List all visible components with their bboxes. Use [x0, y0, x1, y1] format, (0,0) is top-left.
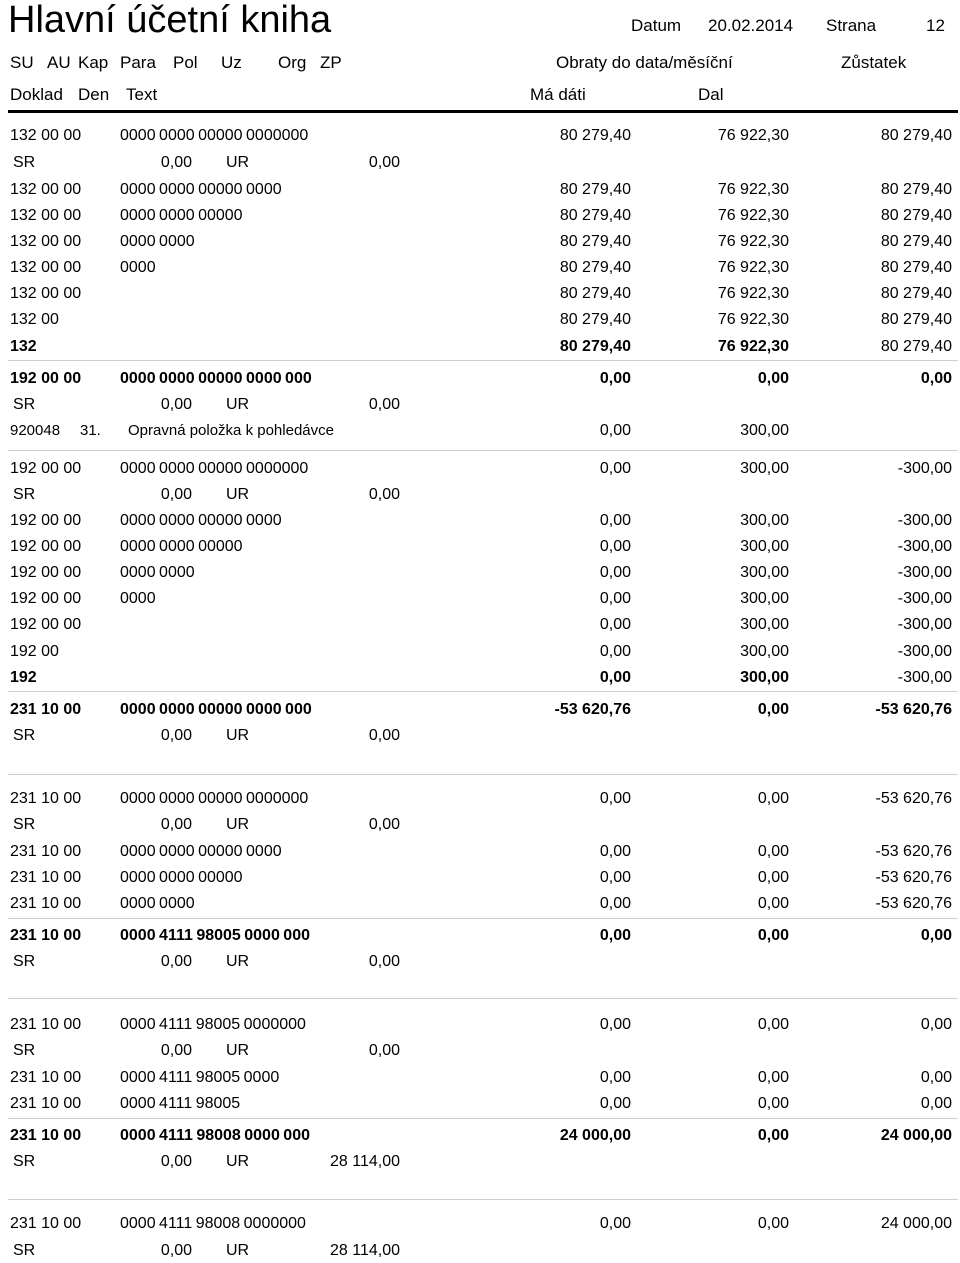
ledger-row — [0, 642, 960, 664]
doklad-den: 31. — [80, 422, 101, 439]
col-den: Den — [78, 85, 110, 104]
obraty-madati: 0,00 — [599, 1095, 631, 1112]
group-separator — [8, 774, 958, 775]
classification-code: 0000 4111 98005 0000000 — [120, 1016, 306, 1033]
obraty-dal: 0,00 — [757, 927, 789, 944]
obraty-dal: 76 922,30 — [717, 338, 789, 355]
datum-value: 20.02.2014 — [708, 16, 794, 35]
ur-label: UR — [226, 1042, 250, 1059]
sr-label: SR — [13, 1042, 36, 1059]
obraty-madati: 80 279,40 — [559, 207, 631, 224]
group-separator — [8, 998, 958, 999]
sr-ur-row — [0, 153, 960, 175]
account-code: 231 10 00 — [10, 1127, 82, 1144]
obraty-dal: 300,00 — [740, 512, 789, 529]
account-code: 192 00 00 — [10, 460, 82, 477]
ledger-row — [0, 1015, 960, 1037]
account-code: 132 — [10, 338, 37, 355]
zustatek-value: 80 279,40 — [880, 233, 952, 250]
group-separator — [8, 360, 958, 361]
obraty-madati: 0,00 — [599, 512, 631, 529]
obraty-madati: 0,00 — [599, 616, 631, 633]
account-code: 192 00 — [10, 643, 59, 660]
account-code: 231 10 00 — [10, 1069, 82, 1086]
obraty-dal: 0,00 — [757, 1127, 789, 1144]
ledger-row — [0, 310, 960, 332]
ledger-row — [0, 1126, 960, 1148]
zustatek-value: -53 620,76 — [875, 843, 952, 860]
classification-code: 0000 0000 00000 — [120, 869, 243, 886]
sr-value: 0,00 — [160, 1042, 192, 1059]
zustatek-value: -300,00 — [897, 564, 952, 581]
obraty-madati: 24 000,00 — [559, 1127, 631, 1144]
zustatek-value: -300,00 — [897, 460, 952, 477]
ur-label: UR — [226, 727, 250, 744]
sr-label: SR — [13, 486, 36, 503]
ur-label: UR — [226, 1242, 250, 1259]
obraty-madati: 0,00 — [599, 1016, 631, 1033]
ur-value: 0,00 — [368, 727, 400, 744]
zustatek-value: -300,00 — [897, 669, 952, 686]
group-separator — [8, 1118, 958, 1119]
col-kap: Kap — [78, 53, 109, 72]
ledger-row — [0, 1214, 960, 1236]
sr-label: SR — [13, 816, 36, 833]
classification-code: 0000 0000 00000 — [120, 538, 243, 555]
obraty-madati: 80 279,40 — [559, 233, 631, 250]
classification-code: 0000 0000 00000 — [120, 207, 243, 224]
obraty-madati: 80 279,40 — [559, 285, 631, 302]
obraty-dal: 0,00 — [757, 701, 789, 718]
account-code: 192 00 00 — [10, 370, 82, 387]
sr-label: SR — [13, 154, 36, 171]
sr-value: 0,00 — [160, 154, 192, 171]
obraty-madati: 0,00 — [599, 370, 631, 387]
classification-code: 0000 0000 00000 0000 — [120, 181, 282, 198]
obraty-madati: 80 279,40 — [559, 127, 631, 144]
obraty-dal: 300,00 — [740, 590, 789, 607]
obraty-dal: 76 922,30 — [717, 207, 789, 224]
sr-ur-row — [0, 1041, 960, 1063]
strana-value: 12 — [926, 16, 945, 35]
obraty-dal: 0,00 — [757, 1016, 789, 1033]
col-uz: Uz — [221, 53, 242, 72]
account-code: 132 00 00 — [10, 181, 82, 198]
account-code: 231 10 00 — [10, 869, 82, 886]
zustatek-value: 0,00 — [920, 370, 952, 387]
sr-label: SR — [13, 1242, 36, 1259]
classification-code: 0000 4111 98005 0000 — [120, 1069, 280, 1086]
classification-code: 0000 0000 — [120, 233, 195, 250]
account-code: 192 00 00 — [10, 590, 82, 607]
zustatek-value: 80 279,40 — [880, 311, 952, 328]
obraty-madati: 0,00 — [599, 643, 631, 660]
ledger-row — [0, 126, 960, 148]
obraty-madati: 80 279,40 — [559, 311, 631, 328]
col-text: Text — [126, 85, 158, 104]
ledger-row — [0, 563, 960, 585]
ur-value: 28 114,00 — [330, 1153, 400, 1170]
ur-label: UR — [226, 953, 250, 970]
group-separator — [8, 691, 958, 692]
account-code: 231 10 00 — [10, 1215, 82, 1232]
sr-ur-row — [0, 395, 960, 417]
obraty-madati: 0,00 — [599, 1069, 631, 1086]
classification-code: 0000 0000 00000 0000000 — [120, 790, 309, 807]
obraty-dal: 76 922,30 — [717, 233, 789, 250]
sr-value: 0,00 — [160, 727, 192, 744]
ledger-row — [0, 511, 960, 533]
zustatek-value: -300,00 — [897, 538, 952, 555]
obraty-madati: 80 279,40 — [559, 259, 631, 276]
zustatek-value: -53 620,76 — [875, 869, 952, 886]
ledger-row — [0, 700, 960, 722]
zustatek-value: -300,00 — [897, 590, 952, 607]
obraty-dal: 76 922,30 — [717, 181, 789, 198]
sr-ur-row — [0, 1241, 960, 1263]
ledger-row — [0, 589, 960, 611]
obraty-dal: 0,00 — [757, 843, 789, 860]
doklad-text: Opravná položka k pohledávce — [128, 422, 334, 439]
obraty-madati: -53 620,76 — [554, 701, 631, 718]
sr-ur-row — [0, 726, 960, 748]
obraty-madati: 0,00 — [599, 1215, 631, 1232]
ur-label: UR — [226, 396, 250, 413]
obraty-dal: 0,00 — [757, 790, 789, 807]
ledger-row — [0, 1094, 960, 1116]
account-code: 192 00 00 — [10, 512, 82, 529]
ledger-row — [0, 868, 960, 890]
group-separator — [8, 450, 958, 451]
ledger-row — [0, 668, 960, 690]
obraty-madati: 0,00 — [599, 422, 631, 439]
document-row — [0, 421, 960, 443]
account-code: 192 00 00 — [10, 538, 82, 555]
classification-code: 0000 4111 98005 — [120, 1095, 241, 1112]
zustatek-value: -300,00 — [897, 512, 952, 529]
zustatek-value: 80 279,40 — [880, 181, 952, 198]
account-code: 231 10 00 — [10, 790, 82, 807]
zustatek-value: 80 279,40 — [880, 285, 952, 302]
zustatek-value: 0,00 — [920, 1069, 952, 1086]
datum-label: Datum — [631, 16, 682, 35]
account-code: 132 00 00 — [10, 207, 82, 224]
ur-value: 0,00 — [368, 1042, 400, 1059]
ledger-row — [0, 926, 960, 948]
obraty-dal: 0,00 — [757, 1215, 789, 1232]
account-code: 192 00 00 — [10, 616, 82, 633]
obraty-dal: 0,00 — [757, 869, 789, 886]
account-code: 231 10 00 — [10, 701, 82, 718]
obraty-dal: 76 922,30 — [717, 285, 789, 302]
ledger-row — [0, 232, 960, 254]
account-code: 231 10 00 — [10, 1095, 82, 1112]
group-separator — [8, 918, 958, 919]
sr-ur-row — [0, 485, 960, 507]
classification-code: 0000 4111 98008 0000000 — [120, 1215, 306, 1232]
classification-code: 0000 4111 98005 0000 000 — [120, 927, 310, 944]
obraty-dal: 300,00 — [740, 460, 789, 477]
ledger-row — [0, 369, 960, 391]
col-su: SU — [10, 53, 34, 72]
ledger-row — [0, 842, 960, 864]
zustatek-value: 80 279,40 — [880, 127, 952, 144]
account-code: 132 00 00 — [10, 285, 82, 302]
ledger-row — [0, 284, 960, 306]
classification-code: 0000 0000 00000 0000000 — [120, 127, 309, 144]
obraty-dal: 300,00 — [740, 643, 789, 660]
obraty-madati: 0,00 — [599, 590, 631, 607]
obraty-dal: 300,00 — [740, 564, 789, 581]
classification-code: 0000 0000 00000 0000000 — [120, 460, 309, 477]
classification-code: 0000 — [120, 259, 156, 276]
account-code: 231 10 00 — [10, 927, 82, 944]
ledger-row — [0, 789, 960, 811]
classification-code: 0000 4111 98008 0000 000 — [120, 1127, 310, 1144]
col-para: Para — [120, 53, 156, 72]
zustatek-value: -300,00 — [897, 643, 952, 660]
ledger-row — [0, 258, 960, 280]
obraty-madati: 0,00 — [599, 895, 631, 912]
obraty-madati: 0,00 — [599, 869, 631, 886]
obraty-dal: 300,00 — [740, 669, 789, 686]
account-code: 192 00 00 — [10, 564, 82, 581]
zustatek-value: 0,00 — [920, 927, 952, 944]
sr-value: 0,00 — [160, 816, 192, 833]
ledger-row — [0, 615, 960, 637]
classification-code: 0000 0000 — [120, 895, 195, 912]
sr-ur-row — [0, 952, 960, 974]
obraty-madati: 0,00 — [599, 564, 631, 581]
zustatek-value: 0,00 — [920, 1016, 952, 1033]
sr-value: 0,00 — [160, 396, 192, 413]
zustatek-value: 80 279,40 — [880, 338, 952, 355]
col-zp: ZP — [320, 53, 342, 72]
zustatek-value: -300,00 — [897, 616, 952, 633]
sr-value: 0,00 — [160, 1153, 192, 1170]
col-obraty: Obraty do data/měsíční — [556, 53, 733, 72]
col-org: Org — [278, 53, 307, 72]
zustatek-value: -53 620,76 — [875, 701, 952, 718]
account-code: 192 — [10, 669, 37, 686]
classification-code: 0000 — [120, 590, 156, 607]
obraty-dal: 300,00 — [740, 616, 789, 633]
doklad-number: 920048 — [10, 422, 61, 439]
ur-label: UR — [226, 1153, 250, 1170]
ledger-row — [0, 537, 960, 559]
sr-label: SR — [13, 727, 36, 744]
obraty-dal: 76 922,30 — [717, 311, 789, 328]
obraty-dal: 76 922,30 — [717, 127, 789, 144]
ledger-row — [0, 894, 960, 916]
sr-ur-row — [0, 1152, 960, 1174]
ur-value: 0,00 — [368, 154, 400, 171]
obraty-dal: 0,00 — [757, 370, 789, 387]
col-doklad: Doklad — [10, 85, 63, 104]
classification-code: 0000 0000 — [120, 564, 195, 581]
ledger-row — [0, 180, 960, 202]
account-code: 231 10 00 — [10, 843, 82, 860]
account-code: 231 10 00 — [10, 1016, 82, 1033]
ur-label: UR — [226, 486, 250, 503]
obraty-madati: 0,00 — [599, 460, 631, 477]
obraty-madati: 0,00 — [599, 669, 631, 686]
col-zustatek: Zůstatek — [841, 53, 907, 72]
zustatek-value: 24 000,00 — [880, 1127, 952, 1144]
account-code: 132 00 00 — [10, 259, 82, 276]
ur-label: UR — [226, 154, 250, 171]
account-code: 132 00 00 — [10, 233, 82, 250]
obraty-dal: 0,00 — [757, 1069, 789, 1086]
sr-label: SR — [13, 1153, 36, 1170]
ledger-row — [0, 459, 960, 481]
obraty-madati: 0,00 — [599, 927, 631, 944]
obraty-madati: 0,00 — [599, 538, 631, 555]
zustatek-value: -53 620,76 — [875, 895, 952, 912]
classification-code: 0000 0000 00000 0000 000 — [120, 370, 312, 387]
obraty-dal: 76 922,30 — [717, 259, 789, 276]
zustatek-value: 80 279,40 — [880, 207, 952, 224]
ur-value: 0,00 — [368, 486, 400, 503]
group-separator — [8, 1199, 958, 1200]
account-code: 132 00 00 — [10, 127, 82, 144]
ur-value: 0,00 — [368, 396, 400, 413]
col-dal: Dal — [698, 85, 724, 104]
ledger-row — [0, 206, 960, 228]
classification-code: 0000 0000 00000 0000 — [120, 512, 282, 529]
obraty-dal: 300,00 — [740, 422, 789, 439]
classification-code: 0000 0000 00000 0000 — [120, 843, 282, 860]
sr-label: SR — [13, 953, 36, 970]
obraty-dal: 0,00 — [757, 1095, 789, 1112]
sr-value: 0,00 — [160, 486, 192, 503]
page-title: Hlavní účetní kniha — [8, 0, 332, 41]
zustatek-value: 80 279,40 — [880, 259, 952, 276]
zustatek-value: 0,00 — [920, 1095, 952, 1112]
obraty-madati: 0,00 — [599, 843, 631, 860]
strana-label: Strana — [826, 16, 877, 35]
ledger-row — [0, 1068, 960, 1090]
obraty-madati: 0,00 — [599, 790, 631, 807]
sr-ur-row — [0, 815, 960, 837]
account-code: 132 00 — [10, 311, 59, 328]
ur-label: UR — [226, 816, 250, 833]
obraty-madati: 80 279,40 — [559, 181, 631, 198]
obraty-dal: 300,00 — [740, 538, 789, 555]
sr-label: SR — [13, 396, 36, 413]
obraty-dal: 0,00 — [757, 895, 789, 912]
ur-value: 0,00 — [368, 953, 400, 970]
account-code: 231 10 00 — [10, 895, 82, 912]
header-rule — [8, 110, 958, 113]
sr-value: 0,00 — [160, 1242, 192, 1259]
col-madati: Má dáti — [530, 85, 586, 104]
col-au: AU — [47, 53, 71, 72]
col-pol: Pol — [173, 53, 198, 72]
zustatek-value: -53 620,76 — [875, 790, 952, 807]
obraty-madati: 80 279,40 — [559, 338, 631, 355]
ur-value: 28 114,00 — [330, 1242, 400, 1259]
classification-code: 0000 0000 00000 0000 000 — [120, 701, 312, 718]
ur-value: 0,00 — [368, 816, 400, 833]
sr-value: 0,00 — [160, 953, 192, 970]
ledger-row — [0, 337, 960, 359]
zustatek-value: 24 000,00 — [880, 1215, 952, 1232]
